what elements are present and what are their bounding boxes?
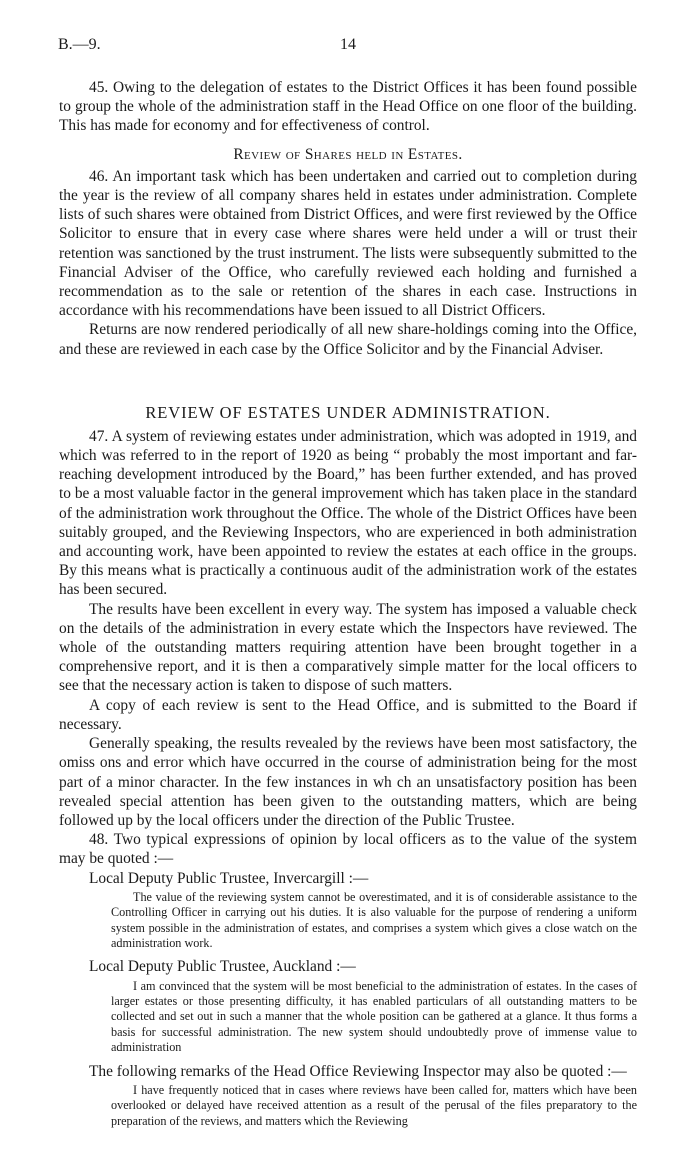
paragraph-47-results: The results have been excellent in every way. The system has imposed a valuable check on the details of the administration in every estate which the Inspectors have reviewed. The whole of the outstanding matters requiring attention have been brought together in a comprehensive report, and it is then a comparatively simple matter for the local officers to see that the necessary action is taken to dispose of such matters. — [59, 600, 637, 695]
section-heading-estates: REVIEW OF ESTATES UNDER ADMINISTRATION. — [145, 402, 551, 422]
document-body — [59, 78, 637, 1133]
quote-text-invercargill: The value of the reviewing system cannot be overestimated, and it is of considerable assistance to the Controlling Officer in carrying out his duties. It is also valuable for the purpose of rendering a uniform system possible in the administration of estates, and comprises a system which gives a close watch on the administration work. — [111, 889, 637, 950]
quote-heading-auckland: Local Deputy Public Trustee, Auckland :— — [89, 958, 356, 976]
quote-text-auckland: I am convinced that the system will be most beneficial to the administration of estates. In the cases of larger estates or those presenting difficulty, it has enabled particulars of all outstanding matters to be collected and set out in such a manner that the whole position can be gathered at a glance. It thus forms a basis for successful administration. The new system should undoubtedly prove of immense value to administration — [111, 978, 637, 1055]
paragraph-48: 48. Two typical expressions of opinion by local officers as to the value of the system may be quoted :— — [59, 831, 637, 868]
paragraph-45: 45. Owing to the delegation of estates to the District Offices it has been found possible to group the whole of the administration staff in the Head Office on one floor of the building. This has made for economy and for effectiveness of control. — [59, 79, 637, 135]
quote-heading-invercargill: Local Deputy Public Trustee, Invercargill :— — [89, 869, 369, 887]
page-number: 14 — [340, 36, 356, 53]
quote-block-invercargill — [59, 890, 637, 952]
paragraph-47-general: Generally speaking, the results revealed by the reviews have been most satisfactory, the omiss ons and error which have occurred in the course of administration being for the most part of a minor character. In the few instances in wh ch an unsatisfactory position has been revealed special attention has been given to the outstanding matters, which are being followed up by the local officers under the direction of the Public Trustee. — [59, 735, 637, 829]
quote-block-reviewing-inspector — [59, 1083, 637, 1129]
document-reference: B.—9. — [58, 36, 101, 53]
paragraph-47-copy: A copy of each review is sent to the Head Office, and is submitted to the Board if necessary. — [59, 696, 637, 733]
paragraph-46-continued: Returns are now rendered periodically of all new share-holdings coming into the Office, and these are reviewed in each case by the Office Solicitor and by the Financial Adviser. — [59, 321, 637, 358]
section-heading-shares: Review of Shares held in Estates. — [233, 145, 463, 163]
quote-text-reviewing-inspector: I have frequently noticed that in cases where reviews have been called for, matters which have been overlooked or delayed have received attention as a result of the perusal of the files preparatory to the preparation of the reviews, and matters which the Reviewing — [111, 1082, 637, 1128]
paragraph-47: 47. A system of reviewing estates under administration, which was adopted in 1919, and which was referred to in the report of 1920 as being “ probably the most important and far-reaching development introduced by the Board,” has been further extended, and has proved to be a most valuable factor in the general improvement which has taken place in the standard of the administration work throughout the Office. The whole of the District Offices have been suitably grouped, and the Reviewing Inspectors, who are experienced in both administration and accounting work, have been appointed to review the estates at each office in the groups. By this means what is practically a continuous audit of the administration work of the estates has been secured. — [59, 427, 637, 599]
paragraph-46: 46. An important task which has been undertaken and carried out to completion during the year is the review of all company shares held in estates under administration. Complete lists of such shares were obtained from District Offices, and were first reviewed by the Office Solicitor to ensure that in every case where shares were held under a will or trust their retention was sanctioned by the trust instrument. The lists were subsequently submitted to the Financial Adviser of the Office, who carefully reviewed each holding and furnished a recommendation as to the sale or retention of the shares in each case. Instructions in accordance with his recommendations have been issued to all District Officers. — [59, 167, 637, 320]
quote-block-auckland — [59, 979, 637, 1056]
paragraph-48-remarks: The following remarks of the Head Office Reviewing Inspector may also be quoted :— — [89, 1062, 627, 1080]
page-header — [58, 36, 642, 60]
